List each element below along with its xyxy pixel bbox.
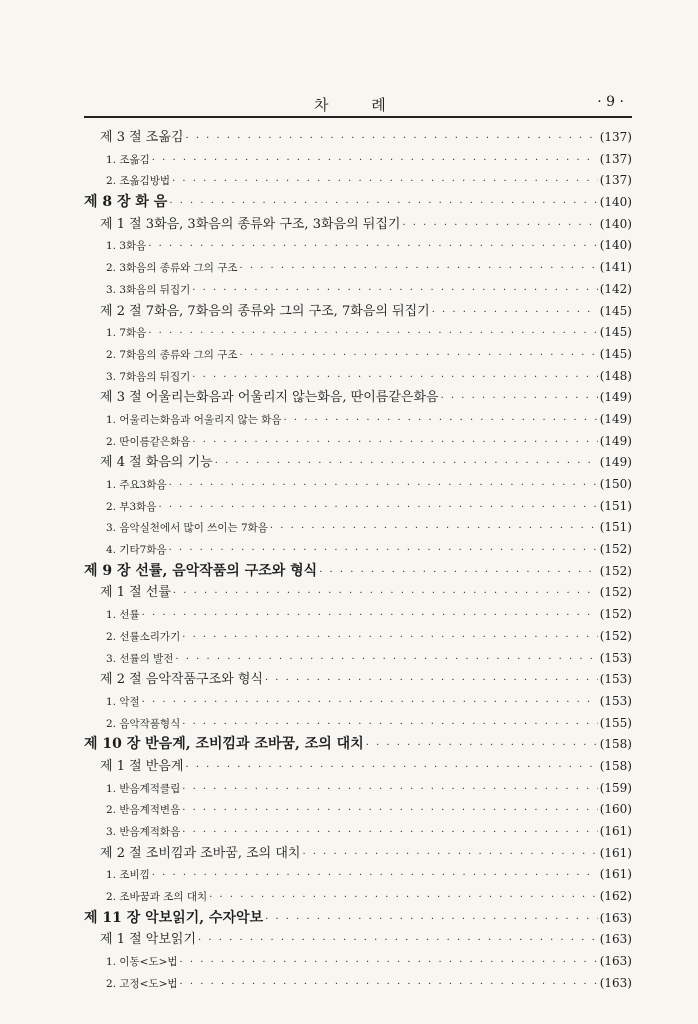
toc-entry-title: 2. 딴이름같은화음 <box>106 435 191 448</box>
toc-entry-page: (163) <box>599 975 632 990</box>
toc-entry-item <box>84 366 632 388</box>
toc-entry-section <box>84 929 632 951</box>
dot-leader <box>152 865 598 886</box>
toc-entry-item <box>84 799 632 821</box>
dot-leader <box>265 670 598 691</box>
dot-leader <box>148 236 597 257</box>
dot-leader <box>175 649 597 670</box>
toc-entry-item <box>84 344 632 366</box>
dot-leader <box>172 171 598 192</box>
toc-entry-title: 4. 기타7화음 <box>106 544 167 557</box>
toc-entry-title: 제 8 장 화 음 <box>84 194 168 211</box>
toc-entry-item <box>84 604 632 626</box>
dot-leader <box>192 432 597 453</box>
toc-entry-page: (145) <box>599 303 632 318</box>
toc-entry-title: 2. 조옮김방법 <box>106 175 171 188</box>
toc-entry-section <box>84 127 632 149</box>
toc-entry-item <box>84 431 632 453</box>
toc-entry-chapter <box>84 192 632 214</box>
toc-entry-item <box>84 496 632 518</box>
toc-entry-title: 제 10 장 반음계, 조비낌과 조바꿈, 조의 대치 <box>84 736 364 753</box>
dot-leader <box>182 627 598 648</box>
toc-entry-title: 1. 7화음 <box>106 327 147 340</box>
toc-entry-title: 1. 3화음 <box>106 240 147 253</box>
toc-entry-item <box>84 279 632 301</box>
toc-entry-section <box>84 301 632 323</box>
toc-entry-page: (137) <box>599 151 632 166</box>
dot-leader <box>402 215 597 236</box>
dot-leader <box>270 518 598 539</box>
dot-leader <box>302 844 597 865</box>
toc-entry-title: 2. 조바꿈과 조의 대치 <box>106 891 208 904</box>
toc-entry-title: 2. 반음계적변음 <box>106 804 181 817</box>
toc-entry-page: (158) <box>599 758 632 773</box>
dot-leader <box>432 302 598 323</box>
toc-entry-page: (137) <box>599 173 632 188</box>
dot-leader <box>239 258 597 279</box>
toc-entry-page: (153) <box>599 693 632 708</box>
toc-entry-title: 2. 3화음의 종류와 그의 구조 <box>106 262 238 275</box>
toc-entry-item <box>84 257 632 279</box>
toc-entry-page: (150) <box>599 477 632 491</box>
toc-entry-item <box>84 951 632 973</box>
toc-entry-item <box>84 474 632 496</box>
toc-entry-page: (161) <box>599 845 632 860</box>
dot-leader <box>319 562 598 583</box>
toc-entry-page: (145) <box>599 325 632 340</box>
toc-entry-page: (140) <box>599 216 632 231</box>
toc-entry-section <box>84 843 632 865</box>
toc-entry-section <box>84 452 632 474</box>
dot-leader <box>239 345 597 366</box>
toc-entry-title: 제 1 절 선률 <box>100 585 171 601</box>
toc-entry-item <box>84 973 632 995</box>
toc-entry-page: (140) <box>599 195 632 210</box>
toc-entry-title: 1. 어울리는화음과 어울리지 않는 화음 <box>106 413 282 426</box>
toc-entry-page: (158) <box>599 737 632 752</box>
toc-entry-item <box>84 235 632 257</box>
toc-entry-page: (163) <box>599 954 632 969</box>
dot-leader <box>182 800 598 821</box>
dot-leader <box>180 974 598 995</box>
dot-leader <box>169 193 597 214</box>
dot-leader <box>192 367 597 388</box>
toc-entry-page: (145) <box>599 346 632 361</box>
toc-entry-page: (140) <box>599 238 632 253</box>
toc-entry-item <box>84 409 632 431</box>
toc-entry-title: 제 3 절 어울리는화음과 어울리지 않는화음, 딴이름같은화음 <box>100 390 439 406</box>
toc-entry-title: 2. 부3화음 <box>106 500 157 513</box>
toc-entry-title: 제 3 절 조옮김 <box>100 130 184 145</box>
toc-entry-chapter <box>84 734 632 756</box>
toc-entry-title: 1. 반음계적클립 <box>106 782 181 795</box>
toc-entry-page: (152) <box>599 628 632 643</box>
toc-entry-page: (141) <box>599 260 632 275</box>
toc-entry-chapter <box>84 908 632 930</box>
toc-entry-title: 3. 반음계적화음 <box>106 826 181 838</box>
toc-entry-title: 제 1 절 3화음, 3화음의 종류와 구조, 3화음의 뒤집기 <box>100 216 401 232</box>
toc-entry-page: (149) <box>599 455 632 470</box>
dot-leader <box>366 735 598 756</box>
toc-entry-page: (153) <box>599 672 632 687</box>
dot-leader <box>169 475 598 496</box>
toc-entry-item <box>84 322 632 344</box>
toc-entry-title: 제 1 절 악보읽기 <box>100 932 197 948</box>
toc-entry-page: (151) <box>599 498 632 513</box>
dot-leader <box>142 605 598 626</box>
dot-leader <box>180 952 598 973</box>
toc-entry-item <box>84 778 632 800</box>
dot-leader <box>198 930 598 951</box>
toc-entry-title: 2. 7화음의 종류와 그의 구조 <box>106 348 238 361</box>
dot-leader <box>441 388 598 409</box>
toc-entry-page: (149) <box>599 411 632 426</box>
toc-entry-section <box>84 387 632 409</box>
dot-leader <box>215 453 598 474</box>
toc-entry-item <box>84 170 632 192</box>
dot-leader <box>142 692 598 713</box>
toc-entry-section <box>84 669 632 691</box>
dot-leader <box>152 150 598 171</box>
toc-entry-title: 3. 선률의 발전 <box>106 652 174 665</box>
toc-entry-page: (159) <box>599 780 632 795</box>
toc-entry-page: (151) <box>599 520 632 535</box>
toc-entry-title: 2. 음악작품형식 <box>106 717 181 730</box>
toc-entry-item <box>84 821 632 843</box>
toc-entry-page: (137) <box>599 130 632 144</box>
toc-entry-page: (152) <box>599 607 632 622</box>
table-of-contents <box>84 127 632 995</box>
dot-leader <box>265 909 598 930</box>
toc-entry-title: 1. 선률 <box>106 609 140 622</box>
toc-entry-section <box>84 756 632 778</box>
toc-entry-item <box>84 713 632 735</box>
toc-entry-item <box>84 864 632 886</box>
toc-entry-title: 1. 조옮김 <box>106 153 150 166</box>
dot-leader <box>185 128 597 149</box>
toc-entry-title: 제 1 절 반음계 <box>100 758 184 774</box>
toc-entry-title: 1. 악절 <box>106 695 140 708</box>
toc-entry-title: 제 2 절 조비낌과 조바꿈, 조의 대치 <box>100 845 301 861</box>
dot-leader <box>185 757 597 778</box>
toc-entry-title: 3. 3화음의 뒤집기 <box>106 283 191 296</box>
toc-entry-title: 3. 7화음의 뒤집기 <box>106 370 191 383</box>
toc-entry-page: (142) <box>599 281 632 296</box>
toc-entry-page: (149) <box>599 390 632 405</box>
toc-entry-page: (149) <box>599 433 632 448</box>
dot-leader <box>158 497 597 518</box>
toc-entry-section <box>84 582 632 604</box>
toc-entry-item <box>84 539 632 561</box>
dot-leader <box>192 280 597 301</box>
toc-entry-title: 2. 선률소리가기 <box>106 630 181 643</box>
header-title: 차 례 <box>314 96 390 114</box>
toc-entry-page: (152) <box>599 563 632 578</box>
dot-leader <box>284 410 598 431</box>
toc-entry-item <box>84 149 632 171</box>
toc-entry-page: (152) <box>599 542 632 557</box>
toc-entry-page: (152) <box>599 585 632 600</box>
toc-entry-item <box>84 626 632 648</box>
toc-entry-item <box>84 886 632 908</box>
dot-leader <box>182 779 598 800</box>
toc-entry-item <box>84 691 632 713</box>
toc-entry-page: (153) <box>599 650 632 665</box>
running-header <box>84 94 632 118</box>
toc-entry-item <box>84 648 632 670</box>
toc-entry-title: 제 4 절 화음의 기능 <box>100 455 213 471</box>
dot-leader <box>173 583 598 604</box>
toc-entry-page: (161) <box>599 824 632 838</box>
toc-entry-chapter <box>84 561 632 583</box>
toc-entry-item <box>84 517 632 539</box>
toc-entry-page: (161) <box>599 867 632 882</box>
dot-leader <box>182 822 598 843</box>
toc-entry-title: 제 11 장 악보읽기, 수자악보 <box>84 909 264 926</box>
page-number: · 9 · <box>597 94 624 110</box>
toc-entry-title: 제 2 절 음악작품구조와 형식 <box>100 672 263 688</box>
toc-entry-title: 1. 주요3화음 <box>106 479 167 491</box>
dot-leader <box>182 714 598 735</box>
toc-entry-title: 1. 조비낌 <box>106 869 150 882</box>
toc-entry-page: (162) <box>599 889 632 904</box>
toc-entry-page: (148) <box>599 368 632 383</box>
toc-entry-title: 1. 이동<도>법 <box>106 956 178 969</box>
dot-leader <box>169 540 598 561</box>
toc-entry-section <box>84 214 632 236</box>
toc-entry-title: 3. 음악실천에서 많이 쓰이는 7화음 <box>106 522 268 535</box>
dot-leader <box>209 887 598 908</box>
toc-entry-title: 제 9 장 선률, 음악작품의 구조와 형식 <box>84 562 318 579</box>
toc-entry-page: (163) <box>599 910 632 925</box>
dot-leader <box>148 323 597 344</box>
toc-entry-title: 2. 고정<도>법 <box>106 977 178 990</box>
toc-entry-page: (163) <box>599 932 632 947</box>
toc-entry-page: (160) <box>599 802 632 817</box>
toc-entry-page: (155) <box>599 715 632 730</box>
toc-entry-title: 제 2 절 7화음, 7화음의 종류와 그의 구조, 7화음의 뒤집기 <box>100 303 430 319</box>
